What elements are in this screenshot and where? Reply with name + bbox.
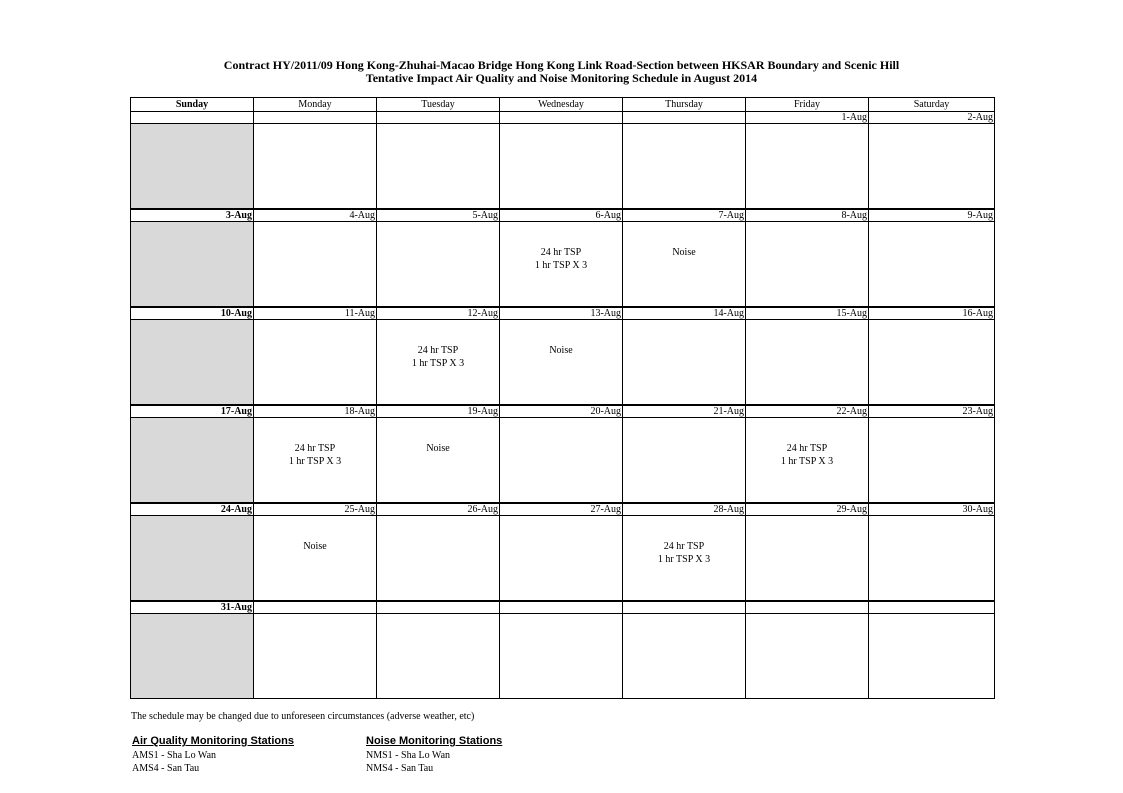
date-cell: 17-Aug [131, 405, 254, 418]
date-cell: 20-Aug [500, 405, 623, 418]
document-title: Contract HY/2011/09 Hong Kong-Zhuhai-Macao Bridge Hong Kong Link Road-Section between HKSAR Boundary and Scenic Hill [223, 58, 900, 72]
date-cell: 7-Aug [623, 209, 746, 222]
weekday-header: Monday [254, 98, 377, 112]
air-quality-station: AMS1 - Sha Lo Wan [132, 750, 217, 761]
monitoring-event: Noise [303, 541, 327, 552]
date-cell [254, 112, 377, 124]
calendar-body [131, 112, 995, 699]
day-cell [746, 320, 869, 406]
day-cell [746, 222, 869, 308]
day-cell [746, 516, 869, 602]
air-quality-station: AMS4 - San Tau [132, 763, 200, 774]
day-cell [623, 222, 746, 308]
day-cell [746, 124, 869, 210]
day-cell [746, 418, 869, 504]
day-cell [869, 614, 995, 699]
date-row [131, 503, 995, 516]
date-cell: 22-Aug [746, 405, 869, 418]
monitoring-events [624, 540, 744, 566]
day-cell [131, 320, 254, 406]
weekday-header: Saturday [869, 98, 995, 112]
weekday-header: Thursday [623, 98, 746, 112]
noise-stations [366, 735, 502, 775]
date-cell: 24-Aug [131, 503, 254, 516]
day-cell [131, 614, 254, 699]
date-cell: 25-Aug [254, 503, 377, 516]
day-cell [623, 124, 746, 210]
monitoring-events [501, 344, 621, 357]
monitoring-event: Noise [549, 345, 573, 356]
schedule-note: The schedule may be changed due to unforeseen circumstances (adverse weather, etc) [131, 711, 475, 722]
date-cell: 18-Aug [254, 405, 377, 418]
day-cell [377, 614, 500, 699]
weekday-header: Friday [746, 98, 869, 112]
date-cell [746, 601, 869, 614]
day-cell [500, 516, 623, 602]
date-row [131, 601, 995, 614]
day-cell [377, 222, 500, 308]
monitoring-event: 24 hr TSP [294, 443, 336, 454]
day-body-row [131, 222, 995, 308]
date-cell: 4-Aug [254, 209, 377, 222]
date-cell: 3-Aug [131, 209, 254, 222]
date-cell: 26-Aug [377, 503, 500, 516]
day-cell [623, 320, 746, 406]
day-cell [377, 516, 500, 602]
day-cell [254, 222, 377, 308]
monitoring-event: 24 hr TSP [663, 541, 705, 552]
schedule-calendar [130, 97, 995, 699]
noise-station: NMS4 - San Tau [366, 763, 434, 774]
day-cell [377, 124, 500, 210]
day-cell [869, 124, 995, 210]
day-cell [623, 516, 746, 602]
day-cell [254, 614, 377, 699]
monitoring-event: 1 hr TSP X 3 [780, 456, 834, 467]
day-cell [869, 418, 995, 504]
monitoring-events [255, 442, 375, 468]
date-cell: 23-Aug [869, 405, 995, 418]
date-cell [377, 112, 500, 124]
date-cell [254, 601, 377, 614]
date-cell: 14-Aug [623, 307, 746, 320]
monitoring-event: 24 hr TSP [540, 247, 582, 258]
air-quality-stations [132, 735, 294, 775]
date-cell: 1-Aug [746, 112, 869, 124]
date-cell: 13-Aug [500, 307, 623, 320]
day-cell [254, 320, 377, 406]
monitoring-event: Noise [426, 443, 450, 454]
day-cell [254, 124, 377, 210]
monitoring-events [501, 246, 621, 272]
day-cell [500, 222, 623, 308]
day-cell [869, 222, 995, 308]
day-cell [131, 222, 254, 308]
date-cell: 8-Aug [746, 209, 869, 222]
date-cell: 5-Aug [377, 209, 500, 222]
date-row [131, 112, 995, 124]
day-cell [500, 418, 623, 504]
date-cell: 11-Aug [254, 307, 377, 320]
date-cell: 6-Aug [500, 209, 623, 222]
date-row [131, 307, 995, 320]
weekday-header: Tuesday [377, 98, 500, 112]
weekday-header: Sunday [131, 98, 254, 112]
noise-heading: Noise Monitoring Stations [366, 735, 503, 747]
day-body-row [131, 614, 995, 699]
day-cell [623, 418, 746, 504]
monitoring-events [378, 442, 498, 455]
monitoring-events [378, 344, 498, 370]
date-cell: 19-Aug [377, 405, 500, 418]
date-row [131, 209, 995, 222]
day-cell [254, 516, 377, 602]
day-cell [131, 124, 254, 210]
date-row [131, 405, 995, 418]
monitoring-event: 24 hr TSP [417, 345, 459, 356]
date-cell: 31-Aug [131, 601, 254, 614]
weekday-header: Wednesday [500, 98, 623, 112]
day-cell [869, 320, 995, 406]
day-body-row [131, 516, 995, 602]
monitoring-events [624, 246, 744, 259]
monitoring-event: 1 hr TSP X 3 [657, 554, 711, 565]
date-cell [869, 601, 995, 614]
date-cell [377, 601, 500, 614]
date-cell [131, 112, 254, 124]
day-body-row [131, 124, 995, 210]
day-cell [500, 320, 623, 406]
date-cell: 29-Aug [746, 503, 869, 516]
day-cell [500, 614, 623, 699]
date-cell [623, 112, 746, 124]
day-cell [869, 516, 995, 602]
date-cell: 16-Aug [869, 307, 995, 320]
day-body-row [131, 418, 995, 504]
date-cell: 12-Aug [377, 307, 500, 320]
day-cell [377, 418, 500, 504]
monitoring-event: 1 hr TSP X 3 [288, 456, 342, 467]
date-cell: 21-Aug [623, 405, 746, 418]
day-cell [623, 614, 746, 699]
date-cell: 10-Aug [131, 307, 254, 320]
date-cell [500, 112, 623, 124]
monitoring-event: Noise [672, 247, 696, 258]
monitoring-events [747, 442, 867, 468]
date-cell [623, 601, 746, 614]
day-cell [500, 124, 623, 210]
day-cell [254, 418, 377, 504]
monitoring-event: 1 hr TSP X 3 [534, 260, 588, 271]
day-cell [746, 614, 869, 699]
date-cell: 28-Aug [623, 503, 746, 516]
monitoring-event: 24 hr TSP [786, 443, 828, 454]
day-cell [377, 320, 500, 406]
document-subtitle: Tentative Impact Air Quality and Noise Monitoring Schedule in August 2014 [365, 71, 758, 85]
noise-station: NMS1 - Sha Lo Wan [366, 750, 451, 761]
monitoring-event: 1 hr TSP X 3 [411, 358, 465, 369]
date-cell: 30-Aug [869, 503, 995, 516]
air-quality-heading: Air Quality Monitoring Stations [132, 735, 294, 747]
monitoring-events [255, 540, 375, 553]
day-cell [131, 418, 254, 504]
day-cell [131, 516, 254, 602]
weekday-header-row [131, 98, 995, 112]
date-cell [500, 601, 623, 614]
date-cell: 15-Aug [746, 307, 869, 320]
date-cell: 27-Aug [500, 503, 623, 516]
day-body-row [131, 320, 995, 406]
date-cell: 9-Aug [869, 209, 995, 222]
date-cell: 2-Aug [869, 112, 995, 124]
